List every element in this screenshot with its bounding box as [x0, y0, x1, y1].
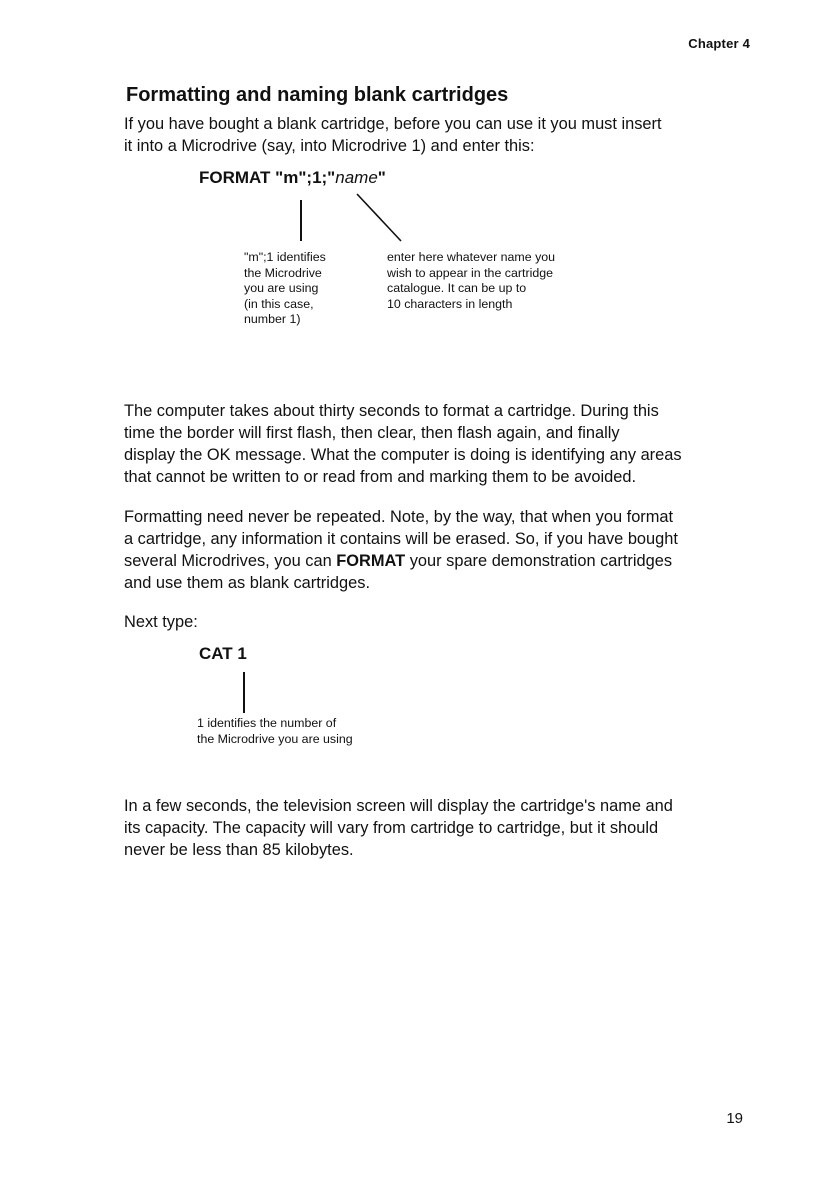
cat-command: CAT 1	[199, 644, 247, 663]
next-type-label: Next type:	[124, 613, 198, 631]
section-heading: Formatting and naming blank cartridges	[126, 84, 509, 106]
chapter-label: Chapter 4	[688, 36, 750, 51]
format-closing-quote: "	[377, 168, 386, 187]
format-note-right: enter here whatever name you wish to appear in the cartridge catalogue. It can be up to 10 characters in length	[387, 250, 556, 311]
cat-note: 1 identifies the number of the Microdrive you are using	[197, 716, 353, 746]
format-duration-paragraph: The computer takes about thirty seconds to format a cartridge. During this time the border will first flash, then clear, then flash again, and finally display the OK message. What the computer is doing is identifying any areas that cannot be written to or read from and marking them to be avoided.	[124, 402, 682, 486]
page-number: 19	[726, 1110, 743, 1127]
intro-line-2: it into a Microdrive (say, into Microdrive 1) and enter this:	[124, 137, 535, 155]
format-pointer-line-right	[357, 194, 401, 241]
format-keyword-inline: FORMAT	[336, 552, 406, 570]
format-warning-paragraph: Formatting need never be repeated. Note, by the way, that when you format a cartridge, any information it contains will be erased. So, if you have bought several Microdrives, you can FORMAT your spare demonstration cartridges and use them as blank cartridges.	[124, 508, 678, 592]
format-name-param: name	[335, 168, 378, 187]
intro-line-1: If you have bought a blank cartridge, before you can use it you must insert	[124, 115, 662, 133]
format-keyword: FORMAT "m";1;"	[199, 168, 336, 187]
result-paragraph: In a few seconds, the television screen will display the cartridge's name and its capacity. The capacity will vary from cartridge to cartridge, but it should never be less than 85 kilobytes.	[124, 797, 673, 859]
format-note-left: "m";1 identifies the Microdrive you are using (in this case, number 1)	[244, 250, 326, 326]
